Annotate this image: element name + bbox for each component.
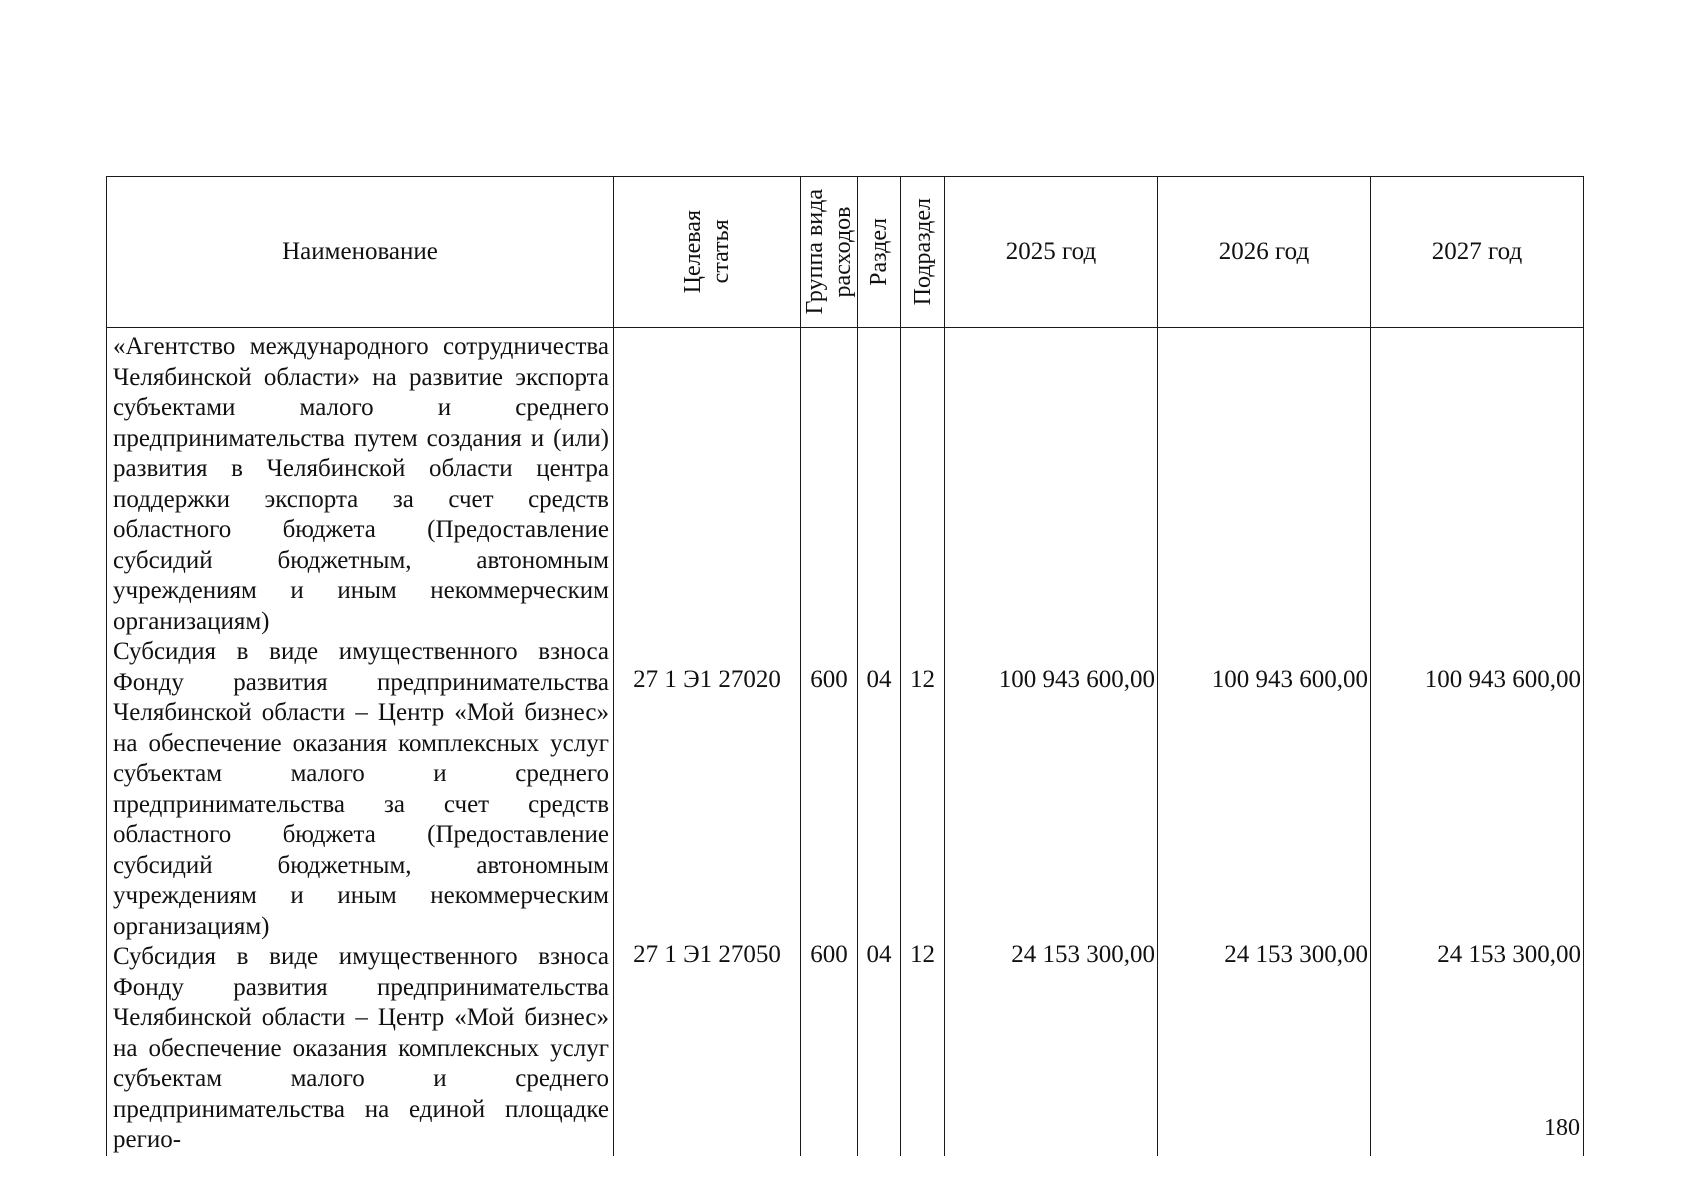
- header-section-label: Раздел: [866, 218, 892, 286]
- row-1-expense-group: 600: [810, 666, 848, 693]
- page-number: 180: [1544, 1115, 1580, 1141]
- header-expense-group: [801, 177, 858, 328]
- header-year-2025-label: 2025 год: [1005, 237, 1097, 265]
- row-1-subsection: 12: [910, 666, 935, 693]
- row-2-subsection: 12: [910, 941, 935, 968]
- header-section: [858, 177, 901, 328]
- row-2-amount-2025: 24 153 300,00: [1011, 941, 1155, 968]
- row-name-2: Субсидия в виде имущественного взноса Фонду развития предпринимательства Челябинской области – Центр «Мой бизнес» на обеспечение оказания комплексных услуг субъектам малого и среднего предпринимательства за счет средств областного бюджета (Предоставление субсидий бюджетным, автономным учреждениям и иным некоммерческим организациям): [113, 638, 609, 940]
- row-2-section: 04: [866, 941, 892, 968]
- header-year-2026: [1158, 177, 1371, 328]
- row-2-amount-2027: 24 153 300,00: [1437, 941, 1581, 968]
- header-subsection-label: Подраздел: [909, 198, 936, 306]
- header-subsection: [901, 177, 945, 328]
- header-year-2027-label: 2027 год: [1431, 237, 1523, 265]
- header-year-2026-label: 2026 год: [1218, 237, 1310, 265]
- row-2-amount-2026: 24 153 300,00: [1224, 941, 1368, 968]
- budget-table: [106, 176, 1584, 1156]
- row-1-amount-2026: 100 943 600,00: [1211, 666, 1368, 693]
- row-name-1: «Агентство международного сотрудничества Челябинской области» на развитие экспорта субъектами малого и среднего предпринимательства путем создания и (или) развития в Челябинской области центра поддержки экспорта за счет средств областного бюджета (Предоставление субсидий бюджетным, автономным учреждениям и иным некоммерческим организациям): [113, 333, 609, 635]
- subsection-column-cell: [901, 328, 945, 1156]
- row-2-expense-group: 600: [810, 941, 848, 968]
- year-2025-column-cell: [945, 328, 1158, 1156]
- row-1-amount-2027: 100 943 600,00: [1424, 666, 1581, 693]
- header-row: [107, 177, 1584, 328]
- row-name-3: Субсидия в виде имущественного взноса Фонду развития предпринимательства Челябинской области – Центр «Мой бизнес» на обеспечение оказания комплексных услуг субъектам малого и среднего предпринимательства на единой площадке регио-: [113, 943, 609, 1153]
- table-row: [107, 328, 1584, 1156]
- row-1-section: 04: [866, 666, 892, 693]
- header-year-2027: [1371, 177, 1584, 328]
- year-2027-column-cell: [1371, 328, 1584, 1156]
- header-name: [107, 177, 614, 328]
- header-expense-group-label: Группа вида расходов: [802, 189, 856, 315]
- year-2026-column-cell: [1158, 328, 1371, 1156]
- name-column-cell: [107, 328, 614, 1156]
- header-year-2025: [945, 177, 1158, 328]
- header-name-label: Наименование: [282, 237, 438, 265]
- header-target-article-label: Целевая статья: [680, 210, 734, 294]
- target-article-column-cell: [614, 328, 801, 1156]
- section-column-cell: [858, 328, 901, 1156]
- header-target-article: [614, 177, 801, 328]
- row-1-target-article: 27 1 Э1 27020: [633, 666, 781, 693]
- row-2-target-article: 27 1 Э1 27050: [633, 941, 781, 968]
- row-1-amount-2025: 100 943 600,00: [998, 666, 1155, 693]
- expense-group-column-cell: [801, 328, 858, 1156]
